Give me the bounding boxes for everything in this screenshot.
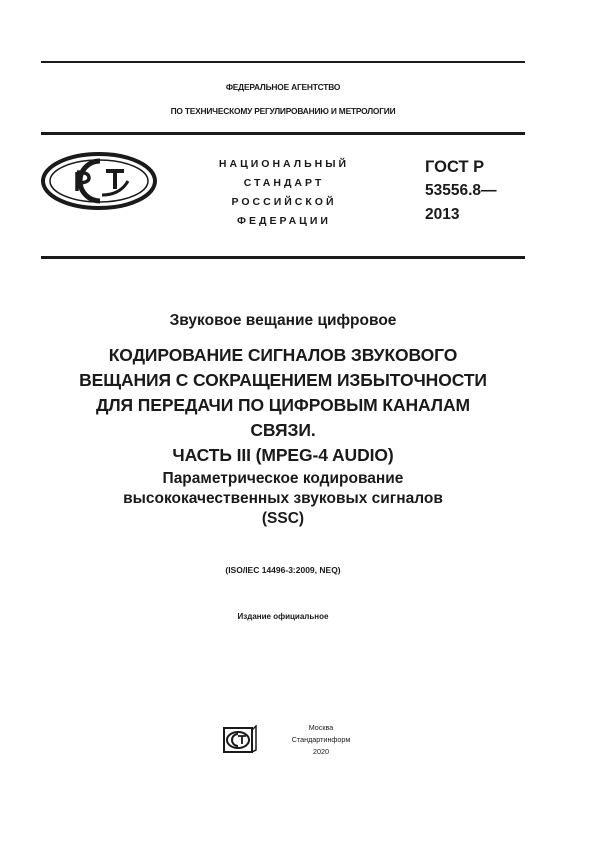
standard-type-line-4: ФЕДЕРАЦИИ bbox=[237, 215, 331, 227]
standard-type bbox=[200, 155, 368, 231]
standard-type-line-3: РОССИЙСКОЙ bbox=[231, 196, 337, 208]
rst-certification-logo-icon bbox=[40, 151, 158, 216]
part-title-line-1: Параметрическое кодирование bbox=[162, 470, 404, 487]
title-line-5: ЧАСТЬ III (MPEG-4 AUDIO) bbox=[172, 445, 394, 465]
agency-line-1: ФЕДЕРАЛЬНОЕ АГЕНТСТВО bbox=[225, 82, 341, 92]
publisher-city: Москва bbox=[308, 723, 334, 732]
header-rule-upper bbox=[41, 132, 525, 135]
standard-type-line-2: СТАНДАРТ bbox=[243, 177, 325, 189]
iso-reference: (ISO/IEC 14496-3:2009, NEQ) bbox=[225, 565, 341, 575]
title-line-3: ДЛЯ ПЕРЕДАЧИ ПО ЦИФРОВЫМ КАНАЛАМ bbox=[95, 395, 470, 415]
header-rule-lower bbox=[41, 256, 525, 259]
title-line-1: КОДИРОВАНИЕ СИГНАЛОВ ЗВУКОВОГО bbox=[108, 345, 458, 365]
designation-line-2: 53556.8— bbox=[425, 182, 497, 199]
title-line-4: СВЯЗИ. bbox=[250, 420, 316, 440]
publisher-info bbox=[266, 722, 376, 758]
part-title-line-3: (SSC) bbox=[261, 510, 305, 527]
agency-line-2: ПО ТЕХНИЧЕСКОМУ РЕГУЛИРОВАНИЮ И МЕТРОЛОГИИ bbox=[170, 106, 396, 116]
document-part-title bbox=[41, 469, 525, 529]
publisher-year: 2020 bbox=[313, 747, 329, 756]
document-subtitle: Звуковое вещание цифровое bbox=[169, 312, 397, 329]
standard-type-line-1: НАЦИОНАЛЬНЫЙ bbox=[218, 158, 350, 170]
designation-line-3: 2013 bbox=[425, 206, 460, 223]
part-title-line-2: высококачественных звуковых сигналов bbox=[123, 490, 443, 507]
standard-designation bbox=[425, 155, 497, 227]
top-rule bbox=[41, 61, 525, 63]
publisher-block bbox=[222, 722, 372, 762]
edition-note: Издание официальное bbox=[237, 612, 329, 621]
standartinform-logo-icon bbox=[222, 725, 258, 760]
title-line-2: ВЕЩАНИЯ С СОКРАЩЕНИЕМ ИЗБЫТОЧНОСТИ bbox=[79, 370, 487, 390]
document-title bbox=[41, 343, 525, 468]
designation-line-1: ГОСТ Р bbox=[425, 158, 485, 176]
publisher-name: Стандартинформ bbox=[291, 735, 351, 744]
